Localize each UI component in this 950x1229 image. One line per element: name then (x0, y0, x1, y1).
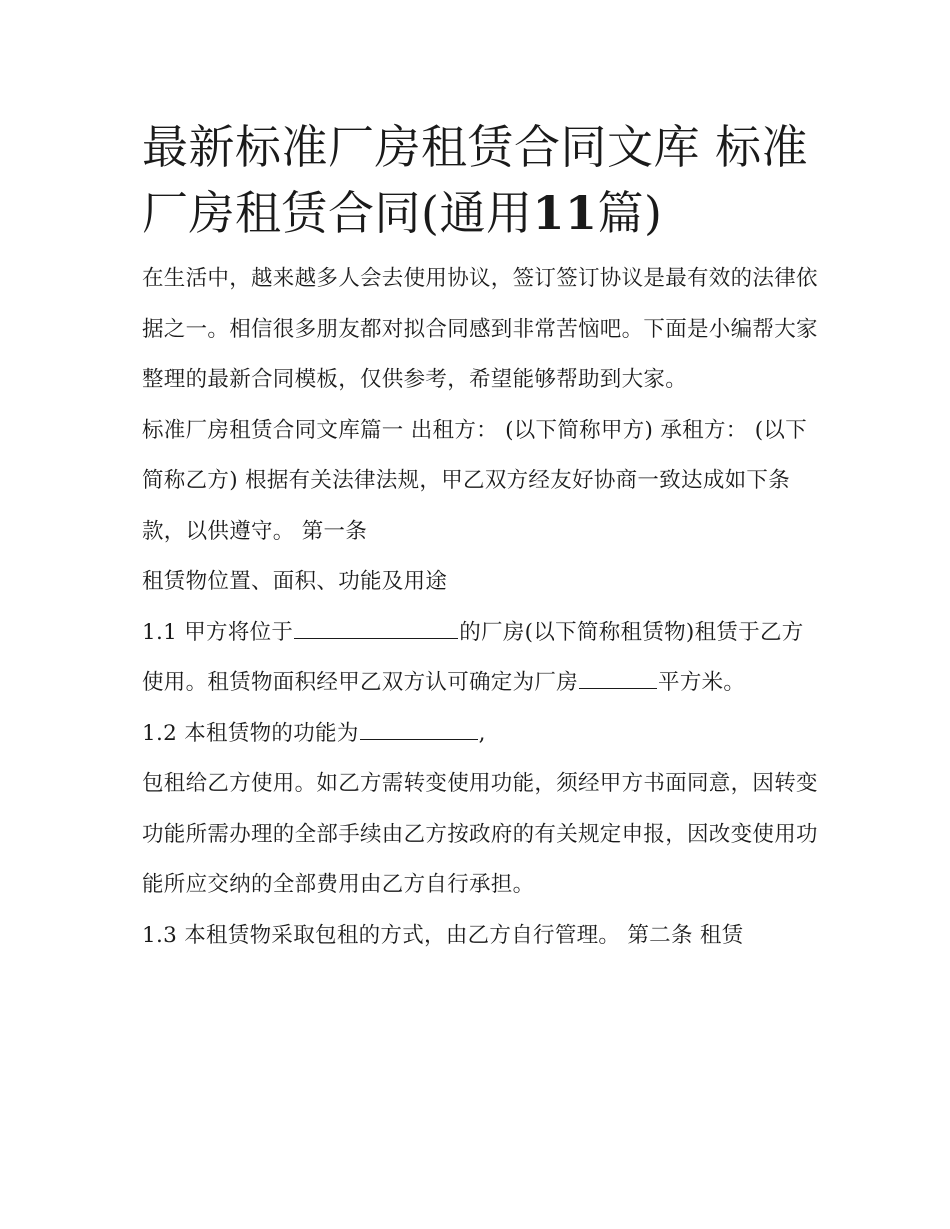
title-number: 11 (532, 186, 598, 240)
clause-1-2-text-b: , (478, 720, 486, 746)
clause-1-2-body: 包租给乙方使用。如乙方需转变使用功能，须经甲方书面同意，因转变功能所需办理的全部手续由乙方按政府的有关规定申报，因改变使用功能所应交纳的全部费用由乙方自行承担。 (142, 771, 818, 897)
intro-paragraph: 在生活中，越来越多人会去使用协议，签订签订协议是最有效的法律依据之一。相信很多朋友都对拟合同感到非常苦恼吧。下面是小编帮大家整理的最新合同模板，仅供参考，希望能够帮助到大家。 (142, 266, 818, 392)
clause-1-1-text-a: 1.1 甲方将位于 (142, 619, 294, 645)
article-1-heading: 租赁物位置、面积、功能及用途 (142, 569, 448, 594)
clause-1-1 (142, 608, 822, 709)
fill-in-blank-location (294, 616, 458, 639)
fill-in-blank-function (360, 717, 478, 740)
clause-1-2-text-a: 1.2 本租赁物的功能为 (142, 720, 359, 746)
document-title (142, 114, 822, 246)
title-text: 最新标准厂房租赁合同文库 标准厂房租赁合同(通用 (142, 120, 809, 240)
clause-1-1-text-c: 平方米。 (658, 670, 746, 695)
title-suffix: 篇) (597, 186, 663, 240)
clause-1-2 (142, 709, 822, 760)
clause-1-3: 1.3 本租赁物采取包租的方式，由乙方自行管理。 第二条 租赁 (142, 922, 744, 948)
section-1-intro: 标准厂房租赁合同文库篇一 出租方： (以下简称甲方) 承租方： (以下简称乙方) 根据有关法律法规，甲乙双方经友好协商一致达成如下条款，以供遵守。 第一条 (142, 417, 808, 544)
document-page (142, 114, 822, 961)
fill-in-blank-area (579, 666, 657, 689)
clause-1-1-text-b: 的厂房(以下简称租赁物)租赁于乙方使用。租赁物面积经甲乙双方认可确定为厂房 (142, 619, 804, 695)
